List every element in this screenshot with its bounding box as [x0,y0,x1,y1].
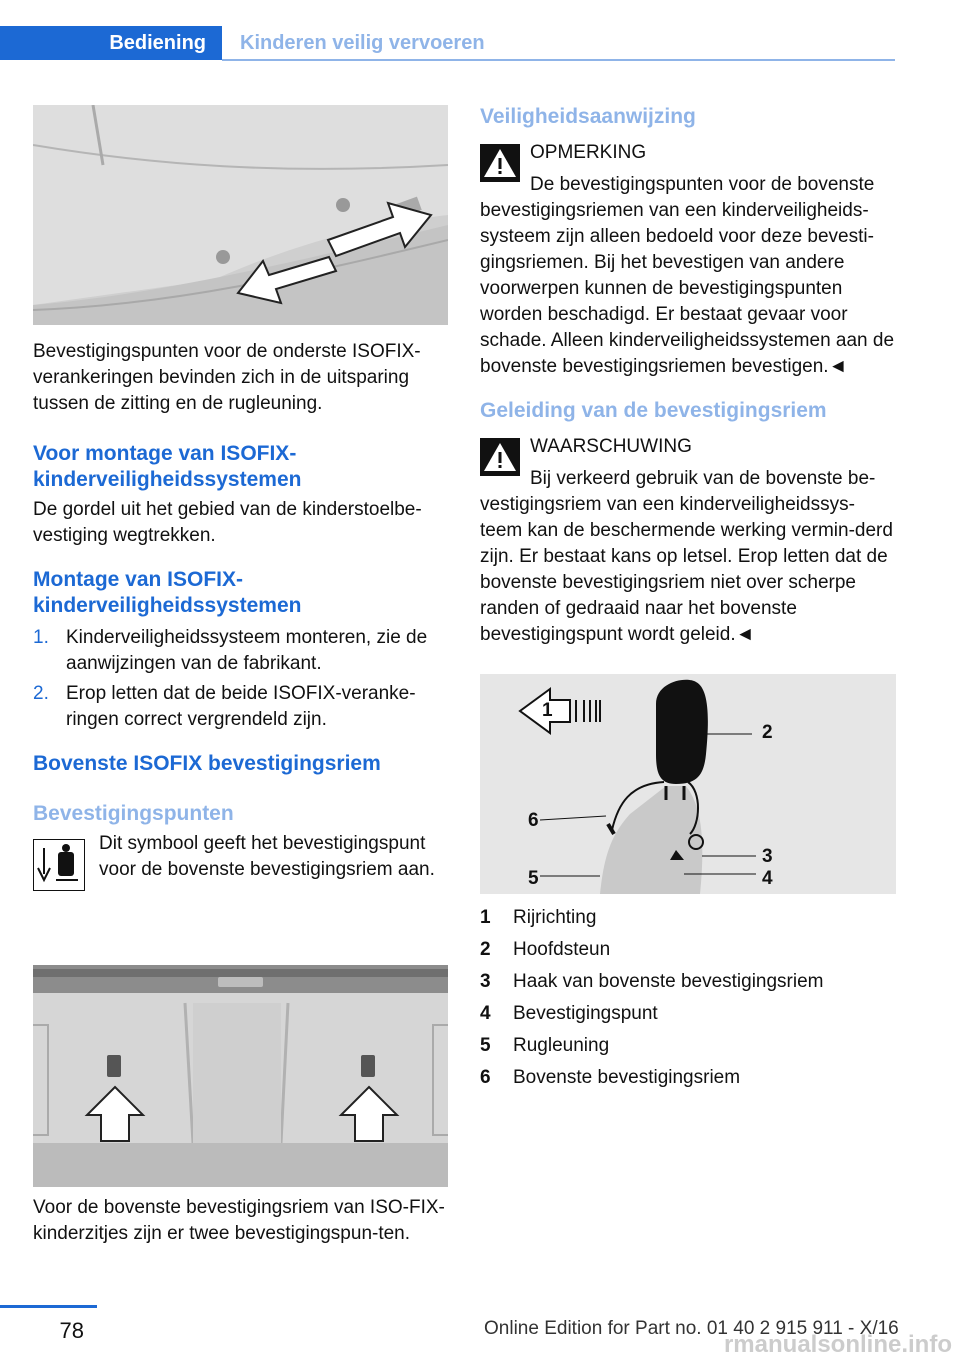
diagram-label-6: 6 [528,810,539,831]
header-rule [222,59,895,61]
step-text: Kinderveiligheidssysteem monteren, zie de aanwijzingen van de fabrikant. [66,627,428,674]
edition-note: Online Edition for Part no. 01 40 2 915 911 - X/16 [484,1318,899,1339]
list-item [480,966,896,998]
warning-label: WAARSCHUWING [530,436,692,457]
heading-top-tether: Bovenste ISOFIX bevestigingsriem [33,752,381,775]
watermark: rmanualsonline.info [723,1331,952,1358]
photo1-caption: Bevestigingspunten voor de onderste ISOFIX-verankeringen bevinden zich in de uitsparing tussen de zitting en de rugleuning. [33,341,421,414]
legend-number: 3 [480,971,491,992]
symbol-block [33,835,448,919]
trunk-anchor-illustration [33,965,448,1187]
step-text: Erop letten dat de beide ISOFIX-veranke-ringen correct vergrendeld zijn. [66,683,416,730]
tab-kinderen [240,26,485,60]
page-number: 78 [59,1318,84,1343]
tab-bediening [0,26,222,60]
diagram-label-1: 1 [542,700,553,721]
diagram-label-3: 3 [762,846,773,867]
warning-text: Bij verkeerd gebruik van de bovenste be-vestigingsriem van een kinderveiligheidssys-teem kan de beschermende werking vermin-derd zijn. Er bestaat kans op letsel. Erop letten dat de bovenste bevestigingsriem niet over scherpe randen of gedraaid naar het bovenste bevestigingspunt wordt geleid.◄ [480,468,893,645]
seat-isofix-photo [33,105,448,325]
diagram-legend [480,902,896,1094]
heading-points: Bevestigingspunten [33,802,234,825]
tether-anchor-icon [33,839,85,891]
legend-number: 5 [480,1035,491,1056]
photo2-caption: Voor de bovenste bevestigingsriem van ISO-FIX-kinderzitjes zijn er twee bevestigingspun-ten. [33,1197,445,1244]
legend-text: Rijrichting [513,907,597,928]
headrest-diagram [480,674,896,894]
legend-number: 6 [480,1067,491,1088]
tab-bediening-label: Bediening [109,31,206,54]
diagram-label-2: 2 [762,722,773,743]
note-text: De bevestigingspunten voor de bovenste bevestigingsriemen van een kinderveiligheids-systeem zijn alleen bedoeld voor deze bevesti-gingsriemen. Bij het bevestigen van andere voorwerpen kunnen de bevestigingspunten worden beschadigd. Er bestaat gevaar voor schade. Alleen kinderveiligheidssystemen aan de bovenste bevestigingsriemen bevestigen.◄ [480,174,895,377]
tab-kinderen-label: Kinderen veilig vervoeren [240,31,485,54]
diagram-label-4: 4 [762,868,773,889]
legend-text: Bovenste bevestigingsriem [513,1067,741,1088]
heading-prep: Voor montage van ISOFIX-kinderveiligheidssystemen [33,442,302,491]
step-number: 2. [33,683,49,704]
symbol-text: Dit symbool geeft het bevestigingspunt voor de bovenste bevestigingsriem aan. [99,833,435,880]
left-column [33,105,448,1247]
list-item [480,1062,896,1094]
heading-safety: Veiligheidsaanwijzing [480,105,696,128]
list-item [480,998,896,1030]
step-number: 1. [33,627,49,648]
prep-text: De gordel uit het gebied van de kinderstoelbe-vestiging wegtrekken. [33,499,422,546]
legend-text: Rugleuning [513,1035,610,1056]
montage-steps [33,625,448,733]
legend-text: Haak van bovenste bevestigingsriem [513,971,824,992]
list-item [480,902,896,934]
legend-number: 1 [480,907,491,928]
list-item [33,681,448,733]
heading-guide: Geleiding van de bevestigingsriem [480,399,827,422]
warning-triangle-icon [480,144,520,182]
legend-number: 4 [480,1003,491,1024]
heading-montage: Montage van ISOFIX-kinderveiligheidssystemen [33,568,302,617]
legend-text: Hoofdsteun [513,939,611,960]
footer-rule [0,1305,97,1308]
warning-block [480,434,896,648]
list-item [480,934,896,966]
note-block [480,140,896,380]
trunk-anchor-photo [33,965,448,1187]
warning-triangle-icon [480,438,520,476]
list-item [480,1030,896,1062]
note-label: OPMERKING [530,142,647,163]
legend-text: Bevestigingspunt [513,1003,658,1024]
right-column [480,100,896,1094]
list-item [33,625,448,677]
diagram-label-5: 5 [528,868,539,889]
legend-number: 2 [480,939,491,960]
seat-isofix-illustration [33,105,448,325]
